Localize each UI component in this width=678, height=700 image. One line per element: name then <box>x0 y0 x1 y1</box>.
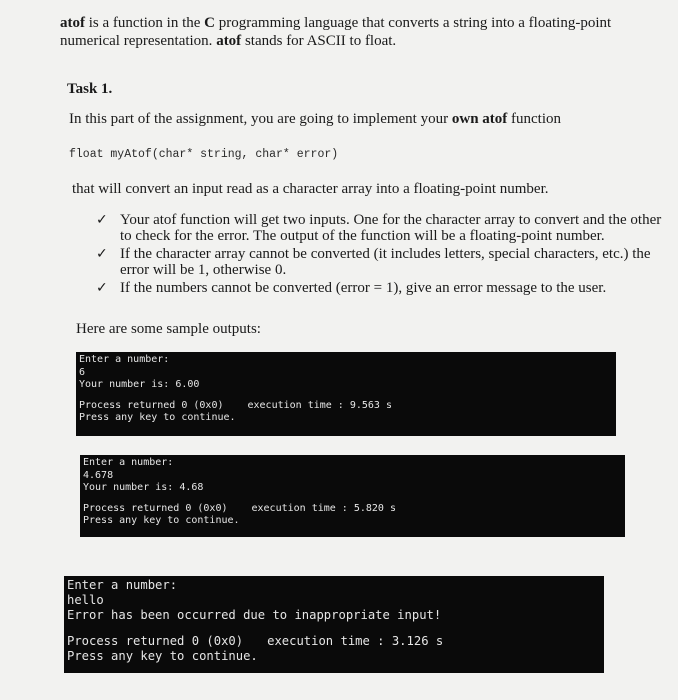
desc-text: In this part of the assignment, you are going to implement your <box>69 111 452 127</box>
check-icon: ✓ <box>96 212 108 228</box>
c-language: C <box>204 15 215 31</box>
console-prompt: Enter a number: <box>79 354 170 365</box>
purpose-text: that will convert an input read as a character array into a floating-point number. <box>72 181 549 197</box>
desc-text: function <box>507 111 562 127</box>
console-prompt: Enter a number: <box>67 578 178 592</box>
console-press-key: Press any key to continue. <box>83 515 240 527</box>
requirement-text: If the numbers cannot be converted (error = 1), give an error message to the user. <box>120 280 607 296</box>
intro-text: programming language that converts a string into a floating-point numerical representation. <box>60 15 612 49</box>
console-process: Process returned 0 (0x0) <box>83 502 228 514</box>
atof-term: atof <box>216 33 242 49</box>
intro-text: is a function in the <box>85 15 205 31</box>
atof-term: atof <box>60 15 85 31</box>
console-result: Your number is: 4.68 <box>83 482 204 494</box>
console-exec-time: execution time : 9.563 s <box>247 399 392 411</box>
console-process: Process returned 0 (0x0) <box>79 399 224 411</box>
console-output-3 <box>64 576 604 673</box>
console-input: 6 <box>79 366 86 378</box>
check-icon: ✓ <box>96 280 108 296</box>
console-result: Your number is: 6.00 <box>79 379 200 391</box>
requirement-item <box>96 280 676 296</box>
function-signature: float myAtof(char* string, char* error) <box>69 148 339 161</box>
console-prompt: Enter a number: <box>83 457 174 468</box>
check-icon: ✓ <box>96 246 108 262</box>
intro-paragraph <box>60 14 660 50</box>
intro-text: stands for ASCII to float. <box>241 33 397 49</box>
requirement-text: Your atof function will get two inputs. One for the character array to convert and the other to check for the error. The output of the function will be a floating-point number. <box>120 212 662 244</box>
task-heading: Task 1. <box>67 81 113 97</box>
console-output-2 <box>80 455 625 537</box>
console-press-key: Press any key to continue. <box>79 412 236 424</box>
desc-bold: own atof <box>451 111 508 127</box>
console-input: hello <box>67 593 104 608</box>
console-input: 4.678 <box>83 469 114 481</box>
console-result: Error has been occurred due to inappropriate input! <box>67 608 442 623</box>
samples-label: Here are some sample outputs: <box>76 321 261 337</box>
requirements-list <box>96 212 676 298</box>
console-process: Process returned 0 (0x0) <box>67 633 244 648</box>
console-output-1 <box>76 352 616 436</box>
requirement-text: If the character array cannot be converted (it includes letters, special characters, etc.) the error will be 1, otherwise 0. <box>120 246 651 278</box>
console-exec-time: execution time : 3.126 s <box>267 633 444 648</box>
task-description <box>69 110 669 128</box>
requirement-item <box>96 212 676 244</box>
console-exec-time: execution time : 5.820 s <box>251 502 396 514</box>
console-press-key: Press any key to continue. <box>67 648 258 663</box>
requirement-item <box>96 246 676 278</box>
